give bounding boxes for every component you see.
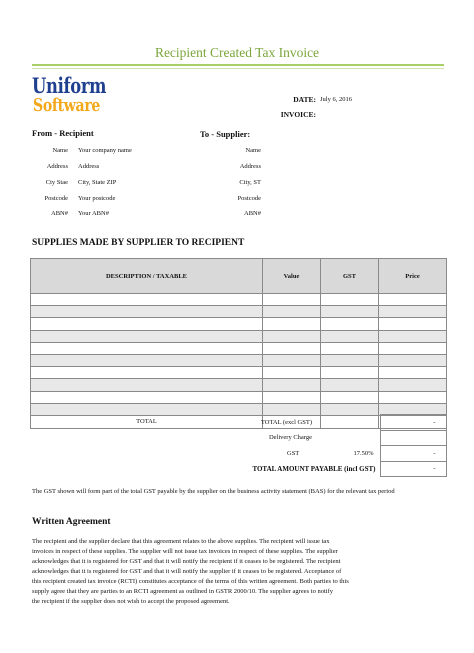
table-cell[interactable] bbox=[31, 367, 263, 379]
table-row[interactable] bbox=[31, 294, 447, 306]
table-row[interactable] bbox=[31, 306, 447, 318]
total-excl-gst-label: TOTAL (excl GST) bbox=[260, 418, 312, 426]
table-cell[interactable] bbox=[321, 354, 379, 366]
table-cell[interactable] bbox=[379, 391, 447, 403]
to-name-label: Name bbox=[245, 147, 261, 154]
gst-note: The GST shown will form part of the total GST payable by the supplier on the business activity statement (BAS) for the relevant tax period bbox=[32, 488, 395, 495]
table-cell[interactable] bbox=[263, 391, 321, 403]
agreement-line: acknowledges that it is registered for GST and that it will notify the supplier if it ceases to be registered. Acceptance of bbox=[32, 568, 342, 575]
from-abn-value[interactable]: Your ABN# bbox=[78, 210, 109, 217]
delivery-charge-value[interactable] bbox=[380, 430, 446, 446]
table-cell[interactable] bbox=[379, 367, 447, 379]
totals-row-gst bbox=[181, 446, 446, 462]
document-title: Recipient Created Tax Invoice bbox=[154, 45, 320, 60]
table-cell[interactable] bbox=[31, 318, 263, 330]
from-postcode-label: Postcode bbox=[44, 195, 68, 202]
from-address-value[interactable]: Address bbox=[78, 163, 100, 170]
table-row[interactable] bbox=[31, 354, 447, 366]
table-cell[interactable] bbox=[379, 330, 447, 342]
written-agreement-text bbox=[32, 537, 442, 607]
agreement-line: acknowledges that it is registered for GST and that it will notify the recipient if it ceases to be registered. The recipient bbox=[32, 558, 341, 565]
from-address-label: Address bbox=[46, 163, 68, 170]
company-logo-line1: Uniform bbox=[32, 73, 107, 98]
to-postcode-label: Postcode bbox=[237, 195, 261, 202]
gst-value: - bbox=[380, 446, 446, 462]
column-header-gst: GST bbox=[321, 259, 379, 294]
table-cell[interactable] bbox=[263, 367, 321, 379]
delivery-charge-rate bbox=[314, 430, 380, 446]
table-cell[interactable] bbox=[379, 318, 447, 330]
table-row[interactable] bbox=[31, 391, 447, 403]
table-cell[interactable] bbox=[263, 294, 321, 306]
from-heading: From - Recipient bbox=[32, 128, 94, 138]
table-row[interactable] bbox=[31, 367, 447, 379]
table-cell[interactable] bbox=[379, 294, 447, 306]
table-cell[interactable] bbox=[379, 342, 447, 354]
from-postcode-value[interactable]: Your postcode bbox=[78, 195, 116, 202]
gst-rate[interactable]: 17.50% bbox=[353, 449, 374, 457]
totals-table bbox=[181, 414, 447, 477]
table-cell[interactable] bbox=[263, 342, 321, 354]
table-cell[interactable] bbox=[31, 342, 263, 354]
table-cell[interactable] bbox=[321, 330, 379, 342]
table-total-label: TOTAL bbox=[31, 415, 263, 428]
invoice-label: INVOICE: bbox=[280, 110, 316, 119]
gst-label: GST bbox=[287, 449, 300, 457]
table-cell[interactable] bbox=[379, 306, 447, 318]
delivery-charge-label: Delivery Charge bbox=[268, 434, 312, 442]
from-name-value[interactable]: Your company name bbox=[78, 147, 132, 154]
agreement-line: invoices in respect of these supplies. The supplier will not issue tax invoices in respect of these supplies. The supplier bbox=[32, 548, 338, 555]
date-value[interactable]: July 6, 2016 bbox=[320, 96, 352, 103]
table-cell[interactable] bbox=[321, 391, 379, 403]
table-cell[interactable] bbox=[263, 330, 321, 342]
table-row[interactable] bbox=[31, 379, 447, 391]
table-header-row bbox=[31, 259, 447, 294]
table-cell[interactable] bbox=[379, 379, 447, 391]
table-cell[interactable] bbox=[31, 330, 263, 342]
table-row[interactable] bbox=[31, 342, 447, 354]
table-cell[interactable] bbox=[263, 318, 321, 330]
total-payable-label: TOTAL AMOUNT PAYABLE (incl GST) bbox=[252, 464, 376, 473]
to-abn-label: ABN# bbox=[244, 210, 261, 217]
table-cell[interactable] bbox=[321, 342, 379, 354]
table-row[interactable] bbox=[31, 330, 447, 342]
totals-row-excl-gst bbox=[181, 415, 446, 431]
column-header-price: Price bbox=[379, 259, 447, 294]
to-address-label: Address bbox=[239, 163, 261, 170]
company-logo-line2: Software bbox=[33, 95, 101, 116]
column-header-description: DESCRIPTION / TAXABLE bbox=[31, 259, 263, 294]
table-cell[interactable] bbox=[263, 379, 321, 391]
agreement-line: supply agree that they are parties to an RCTI agreement as outlined in GSTR 2000/10. The supplier agrees to notify bbox=[32, 588, 333, 595]
from-name-label: Name bbox=[52, 147, 68, 154]
written-agreement-heading: Written Agreement bbox=[32, 517, 111, 527]
title-rule bbox=[32, 64, 444, 66]
total-excl-gst-rate bbox=[314, 415, 380, 431]
table-cell[interactable] bbox=[321, 306, 379, 318]
agreement-line: this recipient created tax invoice (RCTI) constitutes acceptance of the terms of this written agreement. Both parties to this bbox=[32, 578, 349, 585]
from-abn-label: ABN# bbox=[51, 210, 68, 217]
table-cell[interactable] bbox=[321, 379, 379, 391]
column-header-value: Value bbox=[263, 259, 321, 294]
date-label: DATE: bbox=[293, 95, 316, 104]
table-cell[interactable] bbox=[321, 318, 379, 330]
total-excl-gst-value: - bbox=[380, 415, 446, 431]
agreement-line: The recipient and the supplier declare that this agreement relates to the above supplies. The recipient will issue tax bbox=[32, 538, 330, 545]
table-cell[interactable] bbox=[263, 354, 321, 366]
table-cell[interactable] bbox=[31, 306, 263, 318]
supplies-table bbox=[30, 258, 447, 429]
table-cell[interactable] bbox=[321, 367, 379, 379]
title-rule-thin bbox=[32, 68, 444, 69]
table-cell[interactable] bbox=[31, 294, 263, 306]
table-cell[interactable] bbox=[31, 354, 263, 366]
table-cell[interactable] bbox=[321, 294, 379, 306]
totals-row-delivery bbox=[181, 430, 446, 446]
table-cell[interactable] bbox=[263, 306, 321, 318]
table-row[interactable] bbox=[31, 318, 447, 330]
table-cell[interactable] bbox=[31, 379, 263, 391]
to-heading: To - Supplier: bbox=[200, 129, 251, 139]
to-city-label: City, ST bbox=[239, 179, 261, 186]
table-cell[interactable] bbox=[379, 354, 447, 366]
totals-row-payable bbox=[181, 461, 446, 477]
from-city-value[interactable]: City, State ZIP bbox=[78, 179, 117, 186]
from-city-label: Cty Stae bbox=[45, 179, 68, 186]
supplies-heading: SUPPLIES MADE BY SUPPLIER TO RECIPIENT bbox=[32, 238, 245, 248]
table-cell[interactable] bbox=[31, 391, 263, 403]
agreement-line: the recipient if the supplier does not wish to accept the proposed agreement. bbox=[32, 598, 230, 605]
total-payable-value: - bbox=[380, 461, 446, 477]
